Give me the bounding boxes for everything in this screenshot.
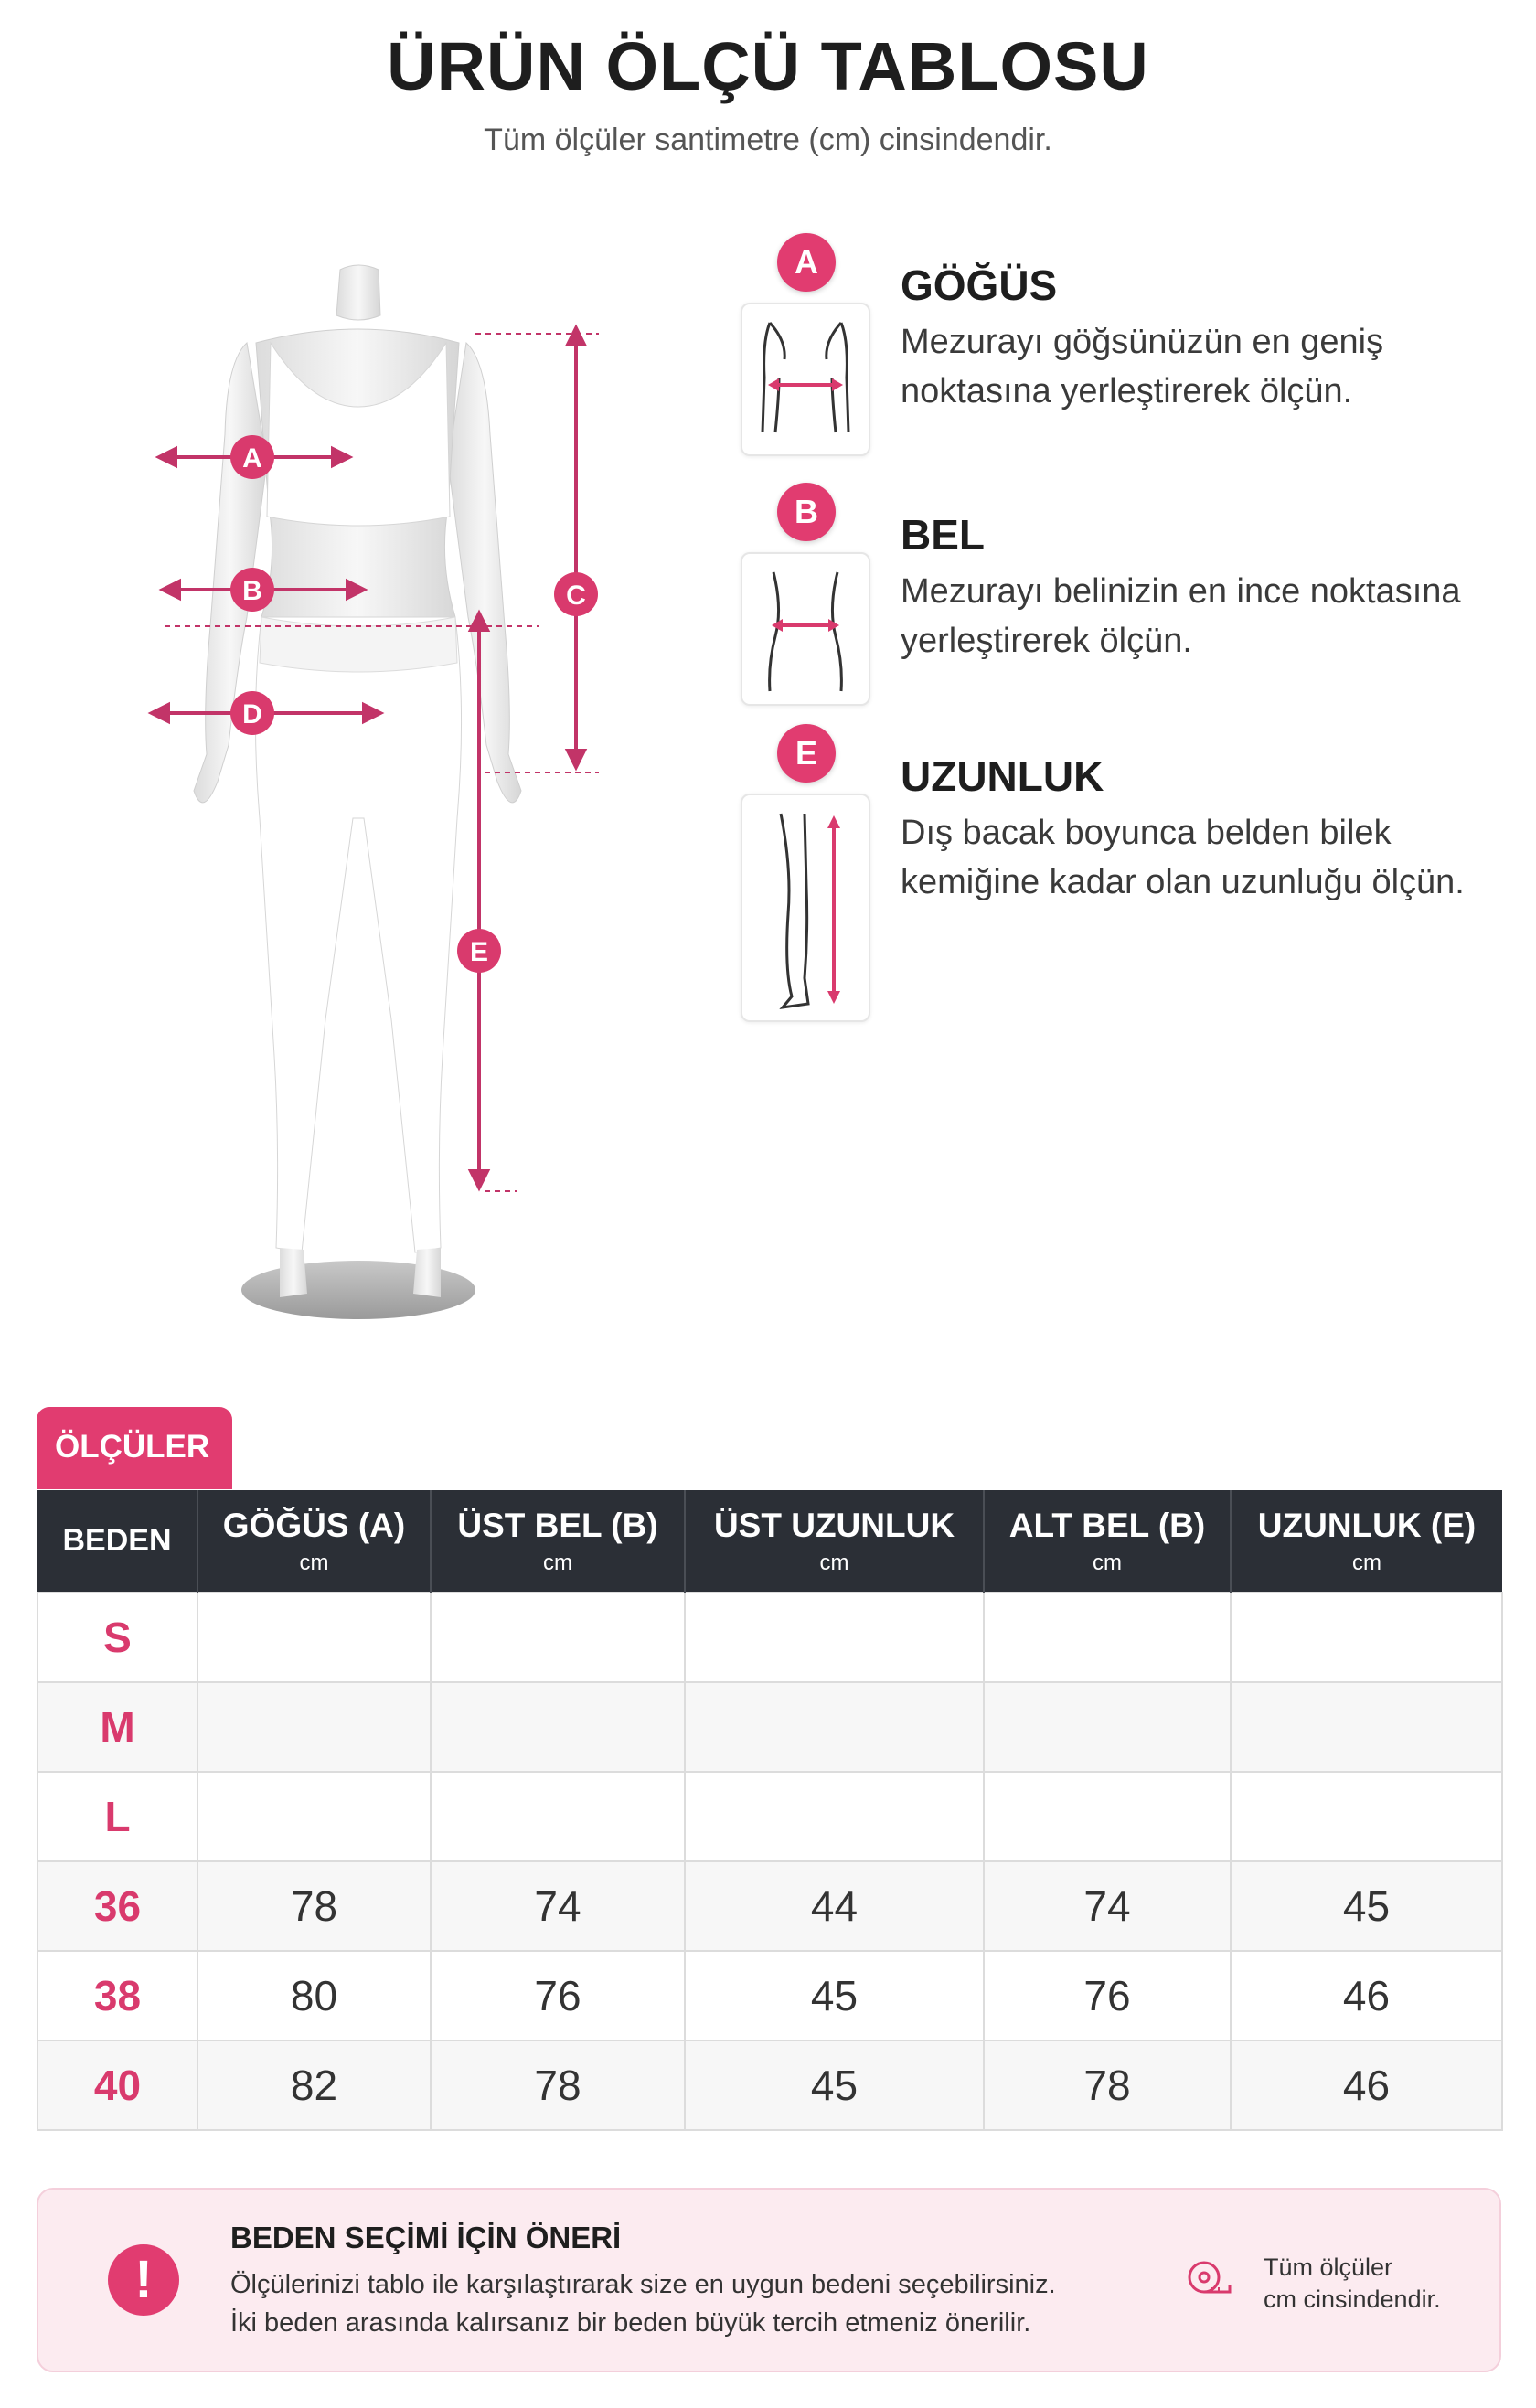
value-cell [1231, 1682, 1502, 1772]
value-cell: 45 [685, 2040, 984, 2130]
value-cell [431, 1593, 685, 1682]
value-cell: 44 [685, 1861, 984, 1951]
table-row [37, 1682, 1502, 1772]
guide-title: GÖĞÜS [901, 261, 1058, 309]
leg-length-icon [741, 794, 870, 1022]
table-header-row [37, 1490, 1502, 1593]
recommendation-text: Ölçülerinizi tablo ile karşılaştırarak size en uygun bedeni seçebilirsiniz. [230, 2270, 1056, 2299]
svg-text:C: C [566, 581, 586, 611]
value-cell [685, 1682, 984, 1772]
value-cell [431, 1682, 685, 1772]
guide-badge: E [777, 724, 836, 783]
column-header: ÜST UZUNLUK cm [685, 1490, 984, 1593]
value-cell: 76 [431, 1951, 685, 2040]
recommendation-title: BEDEN SEÇİMİ İÇİN ÖNERİ [230, 2221, 622, 2254]
value-cell [197, 1682, 431, 1772]
page-subtitle: Tüm ölçüler santimetre (cm) cinsindendir. [484, 123, 1052, 157]
value-cell: 46 [1231, 2040, 1502, 2130]
size-cell: S [37, 1593, 197, 1682]
size-cell: L [37, 1772, 197, 1861]
guide-badge: A [777, 233, 836, 292]
value-cell: 74 [984, 1861, 1231, 1951]
unit-note: Tüm ölçüler cm cinsindendir. [1264, 2254, 1441, 2313]
guide-title: UZUNLUK [901, 752, 1104, 800]
column-header: GÖĞÜS (A) cm [197, 1490, 431, 1593]
value-cell [685, 1772, 984, 1861]
recommendation-text: İki beden arasında kalırsanız bir beden büyük tercih etmeniz önerilir. [230, 2308, 1031, 2338]
column-header: ALT BEL (B) cm [984, 1490, 1231, 1593]
table-row [37, 1861, 1502, 1951]
value-cell [984, 1593, 1231, 1682]
recommendation-box [37, 2188, 1501, 2372]
value-cell [1231, 1772, 1502, 1861]
value-cell: 78 [197, 1861, 431, 1951]
table-row [37, 1593, 1502, 1682]
value-cell [431, 1772, 685, 1861]
column-header: ÜST BEL (B) cm [431, 1490, 685, 1593]
value-cell: 45 [685, 1951, 984, 2040]
column-header: UZUNLUK (E) cm [1231, 1490, 1502, 1593]
guide-description: Dış bacak boyunca belden bilek kemiğine kadar olan uzunluğu ölçün. [901, 814, 1465, 901]
guide-description: Mezurayı belinizin en ince noktasına yerleştirerek ölçün. [901, 572, 1461, 660]
table-row [37, 1772, 1502, 1861]
value-cell [1231, 1593, 1502, 1682]
value-cell [984, 1772, 1231, 1861]
guide-description: Mezurayı göğsünüzün en geniş noktasına yerleştirerek ölçün. [901, 323, 1384, 410]
value-cell [685, 1593, 984, 1682]
tape-measure-icon [1184, 2254, 1235, 2305]
page-title: ÜRÜN ÖLÇÜ TABLOSU [387, 28, 1149, 104]
table-row [37, 1951, 1502, 2040]
size-table [37, 1490, 1503, 2131]
measurements-tab: ÖLÇÜLER [37, 1407, 232, 1489]
warning-icon: ! [108, 2244, 179, 2316]
value-cell: 74 [431, 1861, 685, 1951]
column-header: BEDEN [37, 1490, 197, 1593]
chest-measure-icon [741, 303, 870, 456]
size-cell: 40 [37, 2040, 197, 2130]
svg-text:E: E [469, 937, 489, 967]
value-cell: 46 [1231, 1951, 1502, 2040]
size-cell: M [37, 1682, 197, 1772]
svg-text:B: B [242, 576, 262, 606]
size-cell: 36 [37, 1861, 197, 1951]
value-cell: 45 [1231, 1861, 1502, 1951]
value-cell: 76 [984, 1951, 1231, 2040]
svg-text:D: D [242, 699, 262, 730]
guide-title: BEL [901, 511, 985, 559]
guide-chest [741, 233, 1509, 457]
value-cell [197, 1593, 431, 1682]
size-cell: 38 [37, 1951, 197, 2040]
value-cell: 80 [197, 1951, 431, 2040]
value-cell: 78 [984, 2040, 1231, 2130]
mannequin-illustration [101, 233, 631, 1335]
waist-measure-icon [741, 552, 870, 706]
svg-text:A: A [242, 443, 262, 474]
value-cell: 82 [197, 2040, 431, 2130]
guide-length [741, 724, 1509, 1017]
guide-badge: B [777, 483, 836, 541]
value-cell [197, 1772, 431, 1861]
table-row [37, 2040, 1502, 2130]
value-cell [984, 1682, 1231, 1772]
guide-waist [741, 483, 1509, 707]
value-cell: 78 [431, 2040, 685, 2130]
